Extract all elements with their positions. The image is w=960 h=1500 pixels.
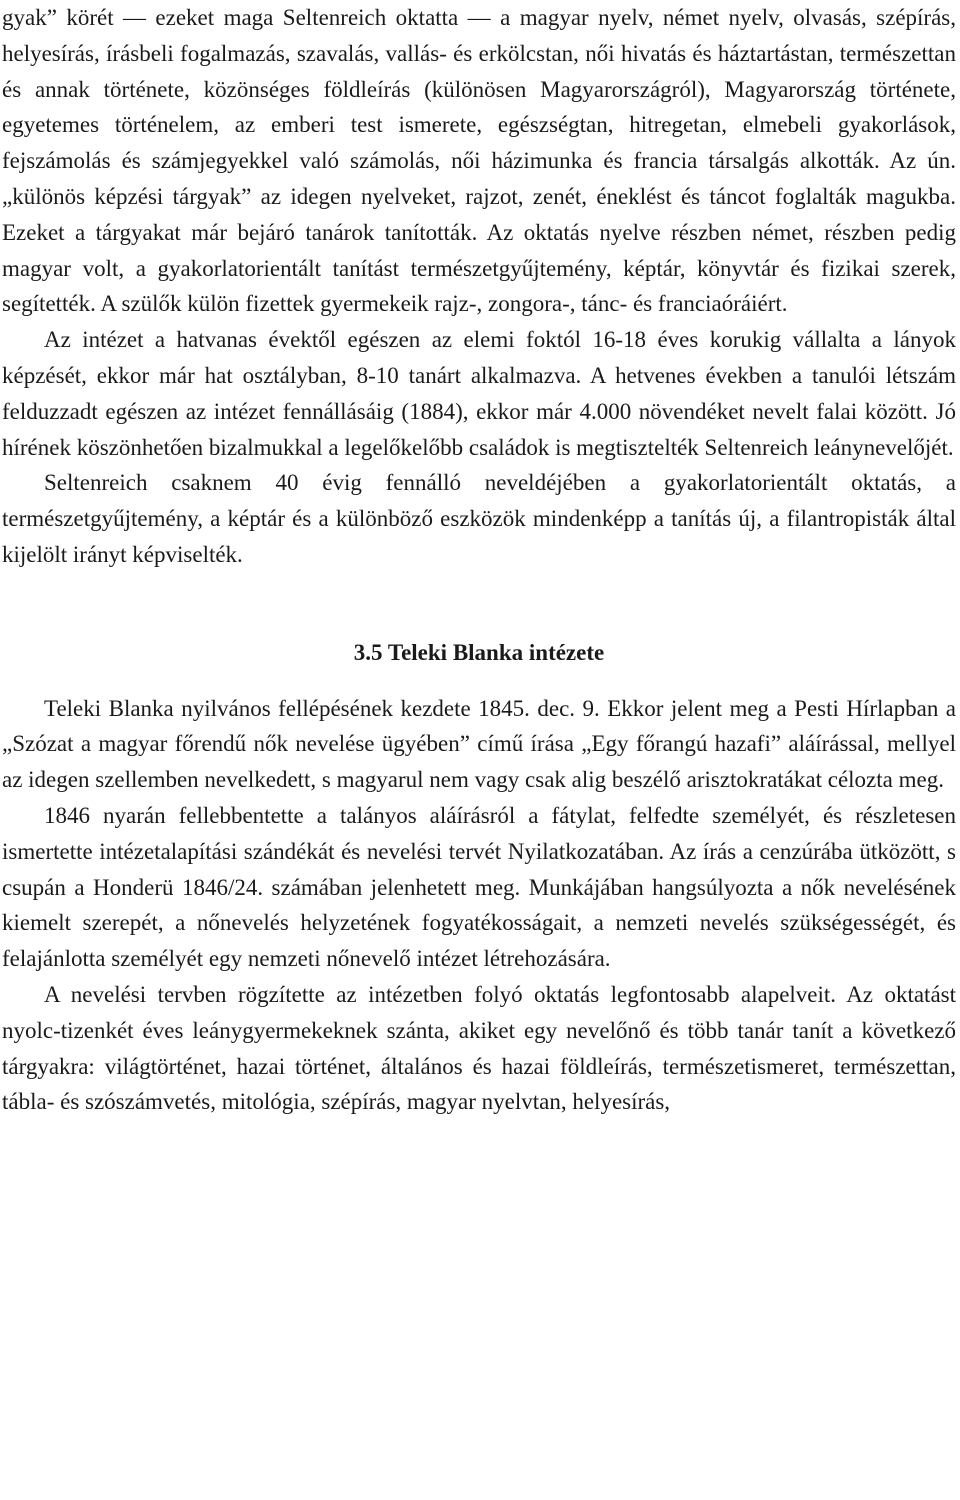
paragraph-education-plan: A nevelési tervben rögzítette az intézetben folyó oktatás legfontosabb alapelveit. Az oktatást nyolc-tizenkét éves leánygyermekeknek szánta, akiket egy nevelőnő és több tanár tanít a következő tárgyakra: világtörténet, hazai történet, általános és hazai földleírás, természetismeret, természettan, tábla- és szószámvetés, mitológia, szépírás, magyar nyelvtan, helyesírás, — [2, 981, 956, 1115]
paragraph-institute-growth: Az intézet a hatvanas évektől egészen az elemi foktól 16-18 éves korukig vállalta a lányok képzését, ekkor már hat osztályban, 8-10 tanárt alkalmazva. A hetvenes években a tanulói létszám felduzzadt egészen az intézet fennállásáig (1884), ekkor már 4.000 növendéket nevelt falai között. Jó hírének köszönhetően bizalmukkal a legelőkelőbb családok is megtisztelték Seltenreich leánynevelőjét. — [2, 327, 956, 460]
paragraph-seltenreich-summary: Seltenreich csaknem 40 évig fennálló neveldéjében a gyakorlatorientált oktatás, a természetgyűjtemény, a képtár és a különböző eszközök mindenképp a tanítás új, a filantropisták által kijelölt irányt képviselték. — [2, 470, 956, 567]
paragraph-teleki-declaration: 1846 nyarán fellebbentette a talányos aláírásról a fátylat, felfedte személyét, és részletesen ismertette intézetalapítási szándékát és nevelési tervét Nyilatkozatában. Az írás a cenzúrába ütközött, s csupán a Honderü 1846/24. számában jelenhetett meg. Munkájában hangsúlyozta a nők nevelésének kiemelt szerepét, a nőnevelés helyzetének fogyatékosságait, a nemzeti nevelés szükségességét, és felajánlotta személyét egy nemzeti nőnevelő intézet létrehozására. — [2, 802, 956, 972]
paragraph-teleki-debut: Teleki Blanka nyilvános fellépésének kezdete 1845. dec. 9. Ekkor jelent meg a Pesti Hírlapban a „Szózat a magyar főrendű nők nevelése ügyében” című írása „Egy főrangú hazafi” aláírással, mellyel az idegen szellemben nevelkedett, s magyarul nem vagy csak alig beszélő arisztokratákat célozta meg. — [2, 695, 956, 793]
paragraph-curriculum: gyak” körét — ezeket maga Seltenreich oktatta — a magyar nyelv, német nyelv, olvasás, szépírás, helyesírás, írásbeli fogalmazás, szavalás, vallás- és erkölcstan, női hivatás és háztartástan, természettan és annak története, közönséges földleírás (különösen Magyarországról), Magyarország története, egyetemes történelem, az emberi test ismerete, egészségtan, hitregetan, elmebeli gyakorlások, fejszámolás és számjegyekkel való számolás, női házimunka és francia társalgás alkották. Az ún. „különös képzési tárgyak” az idegen nyelveket, rajzot, zenét, éneklést és táncot foglalták magukba. Ezeket a tárgyakat már bejáró tanárok tanították. Az oktatás nyelve részben német, részben pedig magyar volt, a gyakorlatorientált tanítást természetgyűjtemény, képtár, könyvtár és fizikai szerek, segítették. A szülők külön fizettek gyermekeik rajz-, zongora-, tánc- és franciaóráiért. — [2, 5, 956, 317]
section-heading: 3.5 Teleki Blanka intézete — [353, 639, 605, 665]
